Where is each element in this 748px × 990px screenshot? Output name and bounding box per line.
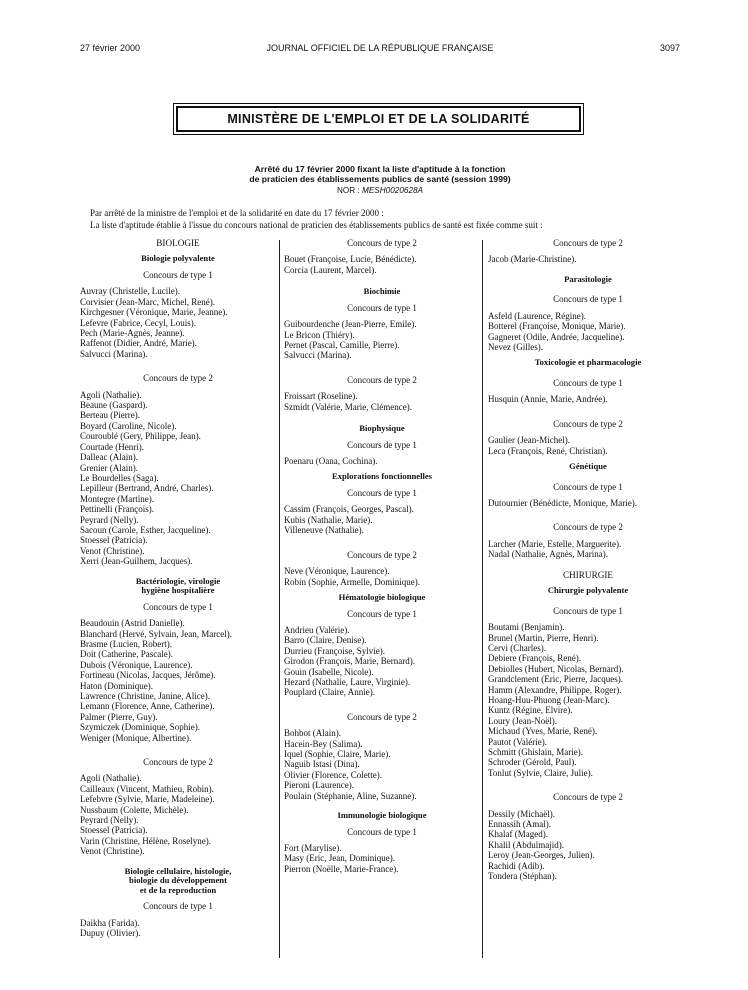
list-entry: Cervi (Charles). [488, 642, 546, 653]
list-entry: Beaune (Gaspard). [80, 400, 148, 411]
list-entry: Brunel (Martin, Pierre, Henri). [488, 632, 599, 643]
subsection-title: Toxicologie et pharmacologie [534, 357, 642, 368]
subsection-title: Hématologie biologique [338, 591, 426, 602]
list-entry: Hoang-Huu-Phuong (Jean-Marc). [488, 694, 610, 705]
subsection-title: Biophysique [359, 423, 405, 434]
name-list [284, 254, 480, 275]
list-entry: Palmer (Pierre, Guy). [80, 711, 158, 722]
subsection-title [80, 577, 276, 596]
list-entry: Asfeld (Laurence, Régine). [488, 310, 586, 321]
list-entry: Pech (Marie-Agnès, Jeanne). [80, 328, 185, 339]
list-entry: Olivier (Florence, Colette). [284, 769, 382, 780]
list-entry: Montegre (Martine). [80, 493, 154, 504]
list-entry: Kuntz (Régine, Elvire). [488, 705, 573, 716]
list-entry: Xerri (Jean-Guilhem, Jacques). [80, 556, 193, 567]
name-list [488, 498, 688, 508]
name-list [284, 566, 480, 587]
subsection-title-line: et de la reproduction [139, 884, 217, 895]
name-list [488, 394, 688, 404]
ministry-title: MINISTÈRE DE L'EMPLOI ET DE LA SOLIDARITÉ [227, 112, 530, 126]
name-list [80, 390, 276, 567]
section-title: BIOLOGIE [156, 238, 200, 248]
list-entry: Kubis (Nathalie, Marie). [284, 514, 373, 525]
decree-title [150, 164, 610, 184]
list-entry: Girodon (François, Marie, Bernard). [284, 656, 415, 667]
contest-type-heading: Concours de type 2 [143, 373, 213, 384]
list-entry: Iquel (Sophie, Claire, Marie). [284, 748, 391, 759]
subsection-title [80, 867, 276, 896]
list-entry: Dutournier (Bénédicte, Monique, Marie). [488, 498, 637, 509]
nor-code: MESH0020628A [362, 186, 424, 195]
list-entry: Pieroni (Laurence). [284, 780, 354, 791]
list-entry: Dubois (Véronique, Laurence). [80, 659, 193, 670]
name-list [284, 625, 480, 698]
list-entry: Durrieu (Françoise, Sylvie). [284, 645, 385, 656]
list-entry: Pouplard (Claire, Annie). [284, 687, 375, 698]
page-number: 3097 [659, 43, 680, 53]
contest-type-heading: Concours de type 1 [347, 826, 417, 837]
contest-type-heading: Concours de type 2 [347, 238, 417, 248]
list-entry: Gouin (Isabelle, Nicole). [284, 666, 374, 677]
list-entry: Salvucci (Marina). [284, 350, 352, 361]
list-entry: Courtade (Henri). [80, 441, 144, 452]
name-list [80, 286, 276, 359]
name-list [284, 391, 480, 412]
intro-line-1: Par arrêté de la ministre de l'emploi et de la solidarité en date du 17 février 2000 : [90, 208, 384, 218]
list-entry: Robin (Sophie, Armelle, Dominique). [284, 576, 420, 587]
list-entry: Dalleac (Alain). [80, 452, 138, 463]
list-entry: Venot (Christine). [80, 846, 145, 857]
list-entry: Poulain (Stéphanie, Aline, Suzanne). [284, 790, 417, 801]
list-entry: Daikha (Farida). [80, 917, 140, 928]
journal-title: JOURNAL OFFICIEL DE LA RÉPUBLIQUE FRANÇAISE [266, 43, 494, 53]
contest-type-heading: Concours de type 2 [347, 549, 417, 560]
name-list [488, 311, 688, 353]
list-entry: Gaulier (Jean-Michel). [488, 435, 570, 446]
list-entry: Doit (Catherine, Pascale). [80, 649, 173, 660]
list-entry: Agoli (Nathalie). [80, 773, 142, 784]
list-entry: Stoessel (Patricia). [80, 535, 148, 546]
list-entry: Bouet (Françoise, Lucie, Bénédicte). [284, 254, 417, 265]
contest-type-heading: Concours de type 2 [553, 522, 623, 533]
list-entry: Tonlut (Sylvie, Claire, Julie). [488, 767, 593, 778]
subsection-title: Chirurgie polyvalente [547, 585, 629, 596]
list-entry: Rachidi (Adib). [488, 860, 545, 871]
list-entry: Pernet (Pascal, Camille, Pierre). [284, 340, 400, 351]
list-entry: Nussbaum (Colette, Michèle). [80, 804, 189, 815]
contest-type-heading: Concours de type 2 [553, 792, 623, 803]
subsection-title: Génétique [569, 461, 607, 472]
list-entry: Corcia (Laurent, Marcel). [284, 264, 377, 275]
list-entry: Naguib Istasi (Dina). [284, 759, 360, 770]
subsection-title-line: Biologie cellulaire, histologie, [124, 865, 232, 876]
list-entry: Grenier (Alain). [80, 462, 138, 473]
list-entry: Lepilleur (Bertrand, André, Charles). [80, 483, 214, 494]
list-entry: Masy (Eric, Jean, Dominique). [284, 853, 395, 864]
list-entry: Loury (Jean-Noël). [488, 715, 557, 726]
list-entry: Pettinelli (François). [80, 504, 154, 515]
list-entry: Lawrence (Christine, Janine, Alice). [80, 691, 210, 701]
name-list [284, 728, 480, 801]
name-list [80, 918, 276, 939]
list-entry: Peyrard (Nelly). [80, 815, 139, 826]
contest-type-heading: Concours de type 2 [553, 238, 623, 248]
name-list [284, 504, 480, 535]
issue-date: 27 février 2000 [80, 43, 141, 53]
subsection-title: Explorations fonctionnelles [331, 471, 433, 482]
list-entry: Fort (Marylise). [284, 843, 342, 853]
subsection-title: Immunologie biologique [337, 810, 427, 820]
list-entry: Le Bricon (Thiéry). [284, 329, 355, 340]
list-entry: Haton (Dominique). [80, 680, 153, 691]
list-entry: Poenaru (Oana, Cochina). [284, 456, 378, 467]
list-entry: Neve (Véronique, Laurence). [284, 566, 390, 577]
list-entry: Guibourdenche (Jean-Pierre, Emile). [284, 319, 417, 330]
list-entry: Debiere (François, René). [488, 653, 581, 664]
running-header [80, 43, 680, 57]
contest-type-heading: Concours de type 2 [347, 374, 417, 385]
list-entry: Cassim (François, Georges, Pascal). [284, 504, 414, 515]
list-entry: Fortineau (Nicolas, Jacques, Jérôme). [80, 670, 216, 681]
column-divider [482, 240, 483, 958]
list-entry: Hacein-Bey (Salima). [284, 738, 363, 749]
nor-label: NOR : [336, 186, 360, 195]
list-entry: Michaud (Yves, Marie, René). [488, 726, 598, 737]
column-divider [279, 240, 280, 958]
list-entry: Tondera (Stéphan). [488, 871, 557, 882]
contest-type-heading: Concours de type 1 [143, 270, 213, 280]
list-entry: Leroy (Jean-Georges, Julien). [488, 850, 595, 861]
list-entry: Nevez (Gilles). [488, 342, 543, 353]
subsection-title: Parasitologie [564, 273, 612, 284]
contest-type-heading: Concours de type 1 [347, 608, 417, 619]
column-2 [284, 237, 480, 874]
list-entry: Pierron (Noëlle, Marie-France). [284, 863, 399, 874]
contest-type-heading: Concours de type 1 [143, 601, 213, 612]
list-entry: Salvucci (Marina). [80, 348, 148, 359]
contest-type-heading: Concours de type 1 [347, 302, 417, 313]
contest-type-heading: Concours de type 1 [143, 901, 213, 912]
list-entry: Schmitt (Ghislain, Marie). [488, 746, 583, 757]
list-entry: Szmidt (Valérie, Marie, Clémence). [284, 401, 412, 412]
list-entry: Leca (François, René, Christian). [488, 445, 608, 456]
list-entry: Villeneuve (Nathalie). [284, 525, 364, 536]
list-entry: Froissart (Roseline). [284, 391, 358, 402]
list-entry: Barro (Claire, Denise). [284, 635, 367, 646]
name-list [488, 539, 688, 560]
list-entry: Agoli (Nathalie). [80, 389, 142, 400]
list-entry: Szymiczek (Dominique, Sophie). [80, 722, 200, 733]
contest-type-heading: Concours de type 1 [347, 488, 417, 499]
contest-type-heading: Concours de type 1 [553, 481, 623, 492]
list-entry: Dupuy (Olivier). [80, 928, 141, 939]
list-entry: Cailleaux (Vincent, Mathieu, Robin). [80, 783, 214, 794]
section-title: CHIRURGIE [562, 569, 614, 580]
subsection-title-line: hygiène hospitalière [141, 585, 215, 596]
list-entry: Blanchard (Hervé, Sylvain, Jean, Marcel). [80, 628, 232, 639]
column-3 [488, 237, 688, 881]
nor-reference [150, 186, 610, 195]
list-entry: Nadal (Nathalie, Agnès, Marina). [488, 549, 608, 560]
name-list [284, 456, 480, 466]
list-entry: Beaudouin (Astrid Danielle). [80, 618, 185, 629]
subsection-title: Biochimie [363, 286, 401, 297]
subsection-title-line: Bactériologie, virologie [135, 575, 221, 586]
contest-type-heading: Concours de type 1 [553, 294, 623, 305]
list-entry: Hezard (Nathalie, Laure, Virginie). [284, 676, 411, 687]
name-list [488, 622, 688, 778]
list-entry: Botterel (Françoise, Monique, Marie). [488, 321, 626, 332]
list-entry: Lemann (Florence, Anne, Catherine). [80, 701, 215, 712]
name-list [80, 773, 276, 856]
list-entry: Husquin (Annie, Marie, Andrée). [488, 394, 608, 405]
list-entry: Andrieu (Valérie). [284, 624, 350, 635]
list-entry: Varin (Christine, Hélène, Roselyne). [80, 835, 211, 846]
list-entry: Corvisier (Jean-Marc, Michel, René). [80, 296, 215, 307]
list-entry: Berteau (Pierre). [80, 410, 140, 421]
list-entry: Lefebvre (Sylvie, Marie, Madeleine). [80, 794, 215, 805]
list-entry: Couroublé (Gery, Philippe, Jean). [80, 431, 201, 442]
list-entry: Sacoun (Carole, Esther, Jacqueline). [80, 524, 211, 535]
decree-title-line-2: de praticien des établissements publics de santé (session 1999) [249, 174, 511, 184]
column-1 [80, 237, 276, 939]
name-list [488, 435, 688, 456]
contest-type-heading: Concours de type 1 [553, 605, 623, 616]
contest-type-heading: Concours de type 2 [347, 711, 417, 722]
list-entry: Lefevre (Fabrice, Cecyl, Louis). [80, 317, 196, 328]
list-entry: Stoessel (Patricia). [80, 825, 148, 836]
list-entry: Kirchgesner (Véronique, Marie, Jeanne). [80, 307, 228, 318]
list-entry: Grandclement (Eric, Pierre, Jacques). [488, 674, 623, 685]
list-entry: Venot (Christine). [80, 545, 145, 556]
contest-type-heading: Concours de type 2 [553, 418, 623, 429]
list-entry: Auvray (Christelle, Lucile). [80, 286, 180, 297]
list-entry: Gagneret (Odile, Andrée, Jacqueline). [488, 331, 625, 342]
list-entry: Hamm (Alexandre, Philippe, Roger). [488, 684, 622, 695]
list-entry: Ennassih (Amal). [488, 819, 551, 829]
list-entry: Weniger (Monique, Albertine). [80, 732, 192, 743]
contest-type-heading: Concours de type 1 [347, 439, 417, 450]
name-list [80, 618, 276, 743]
list-entry: Debiolles (Hubert, Nicolas, Bernard). [488, 663, 624, 674]
name-list [284, 843, 480, 874]
list-entry: Jacob (Marie-Christine). [488, 254, 577, 265]
decree-title-line-1: Arrêté du 17 février 2000 fixant la liste d'aptitude à la fonction [254, 164, 506, 174]
list-entry: Khalil (Abdulmajid). [488, 839, 564, 850]
list-entry: Raffenot (Didier, André, Marie). [80, 338, 197, 349]
contest-type-heading: Concours de type 2 [143, 757, 213, 768]
list-entry: Le Bourdelles (Saga). [80, 472, 159, 483]
list-entry: Boutami (Benjamin). [488, 622, 565, 633]
name-list [284, 319, 480, 361]
subsection-title: Biologie polyvalente [141, 253, 215, 264]
subsection-title-line: biologie du développement [129, 875, 227, 886]
list-entry: Brasme (Lucien, Robert). [80, 638, 172, 649]
list-entry: Dessily (Michaël). [488, 808, 555, 819]
list-entry: Pautot (Valérie). [488, 736, 547, 747]
name-list [488, 254, 688, 264]
name-list [488, 809, 688, 882]
intro-line-2: La liste d'aptitude établie à l'issue du concours national de praticien des établissements publics de santé est fixée comme suit : [90, 220, 543, 230]
list-entry: Bohbot (Alain). [284, 728, 341, 739]
list-entry: Khalaf (Maged). [488, 829, 548, 840]
list-entry: Boyard (Caroline, Nicole). [80, 420, 177, 431]
list-entry: Larcher (Marie, Estelle, Marguerite). [488, 538, 622, 549]
list-entry: Schroder (Gérold, Paul). [488, 757, 577, 768]
contest-type-heading: Concours de type 1 [553, 378, 623, 389]
list-entry: Peyrard (Nelly). [80, 514, 139, 525]
ministry-heading [176, 106, 581, 132]
